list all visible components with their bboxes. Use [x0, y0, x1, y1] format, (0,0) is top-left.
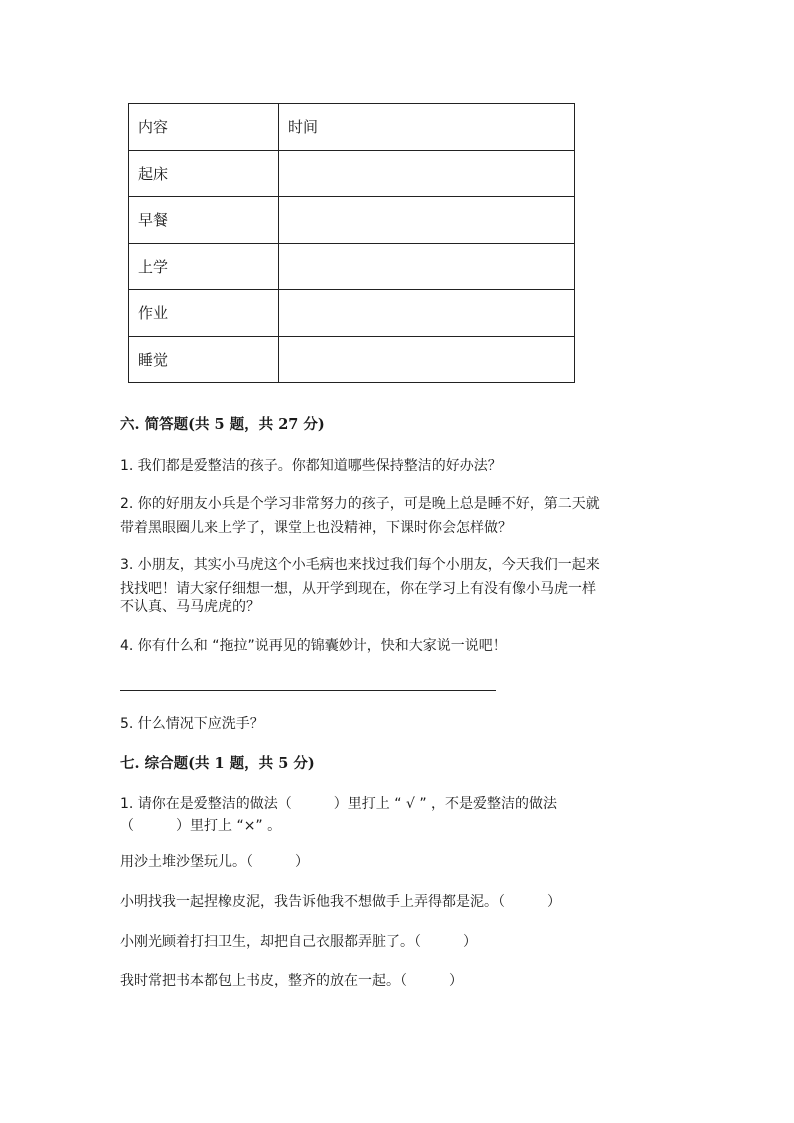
table-cell-time[interactable]: [279, 243, 575, 290]
question-6-1: 1. 我们都是爱整洁的孩子。你都知道哪些保持整洁的好办法？: [120, 458, 502, 474]
table-header-cell: 内容: [129, 104, 279, 151]
table-row: [129, 150, 575, 197]
answer-line[interactable]: [120, 690, 496, 691]
table-row: [129, 336, 575, 383]
table-row: [129, 290, 575, 337]
question-6-4: 4. 你有什么和 “拖拉”说再见的锦囊妙计，快和大家说一说吧！: [120, 638, 507, 654]
table-cell-time[interactable]: [279, 290, 575, 337]
question-6-3-line-2: 找找吧！请大家仔细想一想，从开学到现在，你在学习上有没有像小马虎一样: [120, 581, 596, 597]
table-row: [129, 243, 575, 290]
question-6-2-line-1: 2. 你的好朋友小兵是个学习非常努力的孩子，可是晚上总是睡不好，第二天就: [120, 496, 600, 512]
judgement-item[interactable]: 我时常把书本都包上书皮，整齐的放在一起。（ ）: [120, 973, 463, 989]
table-cell-activity: 起床: [129, 150, 279, 197]
judgement-item[interactable]: 小明找我一起捏橡皮泥，我告诉他我不想做手上弄得都是泥。（ ）: [120, 894, 561, 910]
judgement-item[interactable]: 用沙土堆沙堡玩儿。（ ）: [120, 854, 309, 870]
table-header-cell: 时间: [279, 104, 575, 151]
table-cell-time[interactable]: [279, 150, 575, 197]
question-6-3-line-1: 3. 小朋友，其实小马虎这个小毛病也来找过我们每个小朋友，今天我们一起来: [120, 557, 600, 573]
table-cell-time[interactable]: [279, 336, 575, 383]
table-cell-activity: 早餐: [129, 197, 279, 244]
question-7-1-line-2: （ ）里打上 “×” 。: [120, 818, 282, 834]
section-7-heading: 七. 综合题(共 1 题，共 5 分): [120, 755, 315, 772]
question-7-1-line-1: 1. 请你在是爱整洁的做法（ ）里打上 “ √ ” ，不是爱整洁的做法: [120, 796, 558, 812]
question-6-5: 5. 什么情况下应洗手？: [120, 716, 264, 732]
question-6-2-line-2: 带着黑眼圈儿来上学了，课堂上也没精神，下课时你会怎样做？: [120, 520, 512, 536]
table-cell-activity: 作业: [129, 290, 279, 337]
question-6-3-line-3: 不认真、马马虎虎的？: [120, 599, 260, 615]
table-row: [129, 197, 575, 244]
judgement-item[interactable]: 小刚光顾着打扫卫生，却把自己衣服都弄脏了。（ ）: [120, 934, 477, 950]
table-cell-time[interactable]: [279, 197, 575, 244]
table-cell-activity: 睡觉: [129, 336, 279, 383]
table-header-row: [129, 104, 575, 151]
section-6-heading: 六. 简答题(共 5 题，共 27 分): [120, 416, 325, 433]
table-cell-activity: 上学: [129, 243, 279, 290]
schedule-table: [128, 103, 575, 383]
